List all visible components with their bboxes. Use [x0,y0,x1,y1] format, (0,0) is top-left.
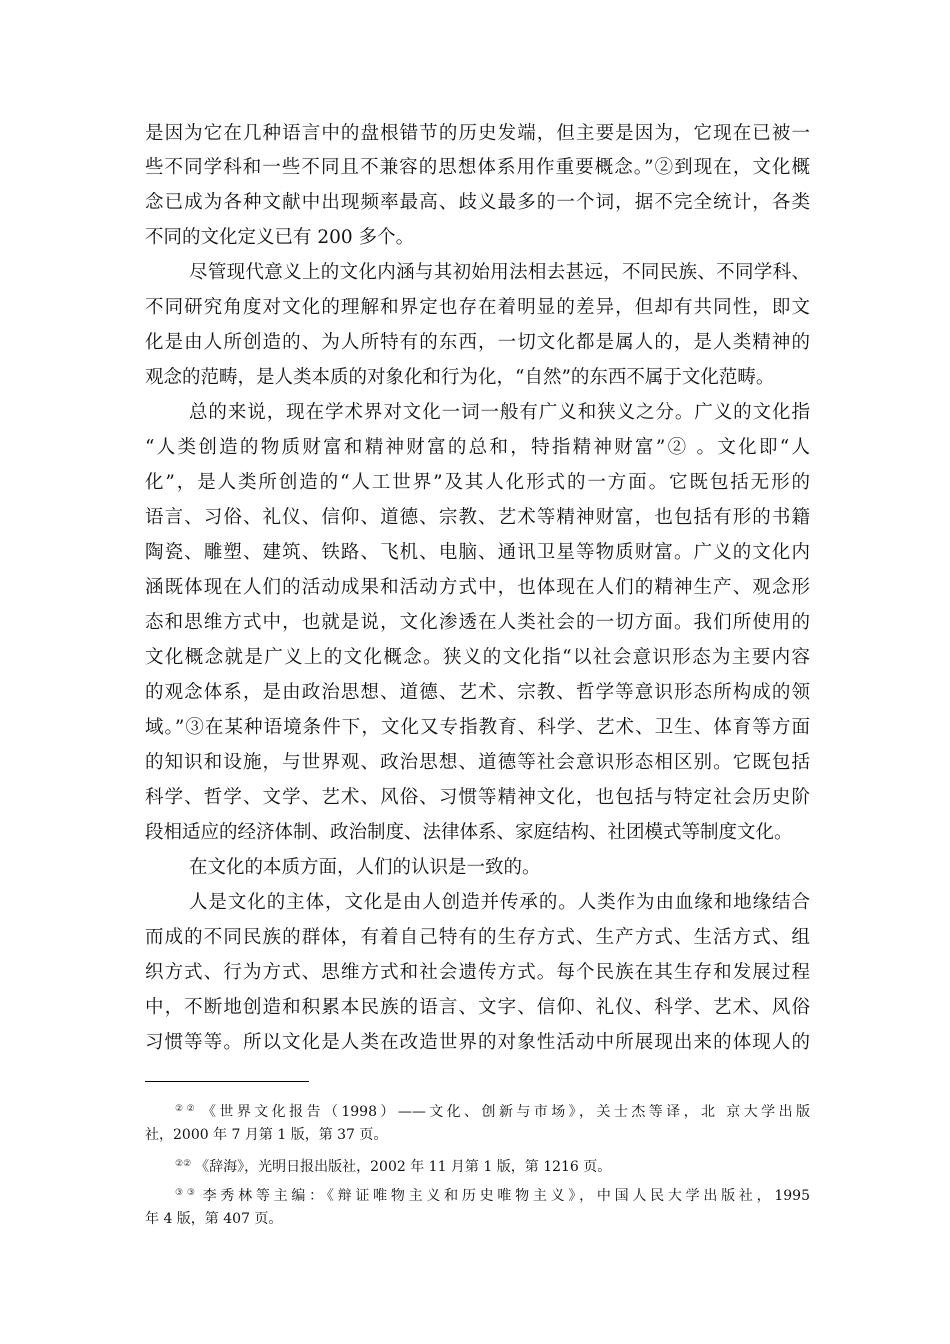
footnote-line: 社，2000 年 7 月第 1 版，第 37 页。 [145,1127,388,1143]
body-line: 人是文化的主体，文化是由人创造并传承的。人类作为由血缘和地缘结合 [189,892,810,913]
footnote-text: 李秀林等主编：《辩证唯物主义和历史唯物主义》，中国人民大学出版社，1995 [202,1188,810,1204]
footnote-line [175,1151,810,1177]
footnote-mark: ②② [175,1159,192,1169]
body-line: 化是由人所创造的、为人所特有的东西，一切文化都是属人的，是人类精神的 [145,332,810,353]
footnote-separator [145,1081,309,1082]
body-line: 态和思维方式中，也就是说，文化渗透在人类社会的一切方面。我们所使用的 [145,612,810,633]
footnote-text: 《辞海》，光明日报出版社，2002 年 11 月第 1 版，第 1216 页。 [195,1159,612,1175]
body-line: 是因为它在几种语言中的盘根错节的历史发端，但主要是因为，它现在已被一 [145,123,810,144]
footnote-line [175,1180,810,1206]
body-line: 观念的范畴，是人类本质的对象化和行为化，“自然”的东西不属于文化范畴。 [145,367,775,388]
footnote-text: 《世界文化报告（1998）——文化、创新与市场》，关士杰等译，北 京大学出版 [201,1104,810,1120]
footnote-mark: ②② [175,1104,198,1114]
body-line: 的观念体系，是由政治思想、道德、艺术、宗教、哲学等意识形态所构成的领 [145,682,810,703]
footnote-line: 年 4 版，第 407 页。 [145,1211,283,1227]
body-line: 的知识和设施，与世界观、政治思想、道德等社会意识形态相区别。它既包括 [145,752,810,773]
body-line: 些不同学科和一些不同且不兼容的思想体系用作重要概念。”②到现在，文化概 [145,157,810,178]
body-line: 不同研究角度对文化的理解和界定也存在着明显的差异，但却有共同性，即文 [145,297,810,318]
body-line: 科学、哲学、文学、艺术、风俗、习惯等精神文化，也包括与特定社会历史阶 [145,787,810,808]
body-line: 总的来说，现在学术界对文化一词一般有广义和狭义之分。广义的文化指 [189,402,810,423]
body-line: 段相适应的经济体制、政治制度、法律体系、家庭结构、社团模式等制度文化。 [145,822,793,843]
body-line: 陶瓷、雕塑、建筑、铁路、飞机、电脑、通讯卫星等物质财富。广义的文化内 [145,542,810,563]
body-line: “人类创造的物质财富和精神财富的总和，特指精神财富”② 。文化即“人 [145,437,810,458]
footnote-line [175,1096,810,1122]
body-line: 尽管现代意义上的文化内涵与其初始用法相去甚远，不同民族、不同学科、 [189,262,810,283]
body-line: 念已成为各种文献中出现频率最高、歧义最多的一个词，据不完全统计，各类 [145,192,810,213]
body-line: 涵既体现在人们的活动成果和活动方式中，也体现在人们的精神生产、观念形 [145,577,810,598]
footnote-mark: ③③ [175,1188,199,1198]
body-line: 而成的不同民族的群体，有着自己特有的生存方式、生产方式、生活方式、组 [145,927,810,948]
body-line: 化”，是人类所创造的“人工世界”及其人化形式的一方面。它既包括无形的 [145,472,810,493]
body-line: 中，不断地创造和积累本民族的语言、文字、信仰、礼仪、科学、艺术、风俗 [145,997,810,1018]
body-line: 习惯等等。所以文化是人类在改造世界的对象性活动中所展现出来的体现人的 [145,1032,810,1053]
body-line: 域。”③在某种语境条件下，文化又专指教育、科学、艺术、卫生、体育等方面 [145,717,810,738]
body-line: 语言、习俗、礼仪、信仰、道德、宗教、艺术等精神财富，也包括有形的书籍 [145,507,810,528]
body-line: 织方式、行为方式、思维方式和社会遗传方式。每个民族在其生存和发展过程 [145,962,810,983]
body-line: 不同的文化定义已有 200 多个。 [145,227,415,248]
body-line: 在文化的本质方面，人们的认识是一致的。 [189,857,541,878]
body-line: 文化概念就是广义上的文化概念。狭义的文化指“以社会意识形态为主要内容 [145,647,810,668]
